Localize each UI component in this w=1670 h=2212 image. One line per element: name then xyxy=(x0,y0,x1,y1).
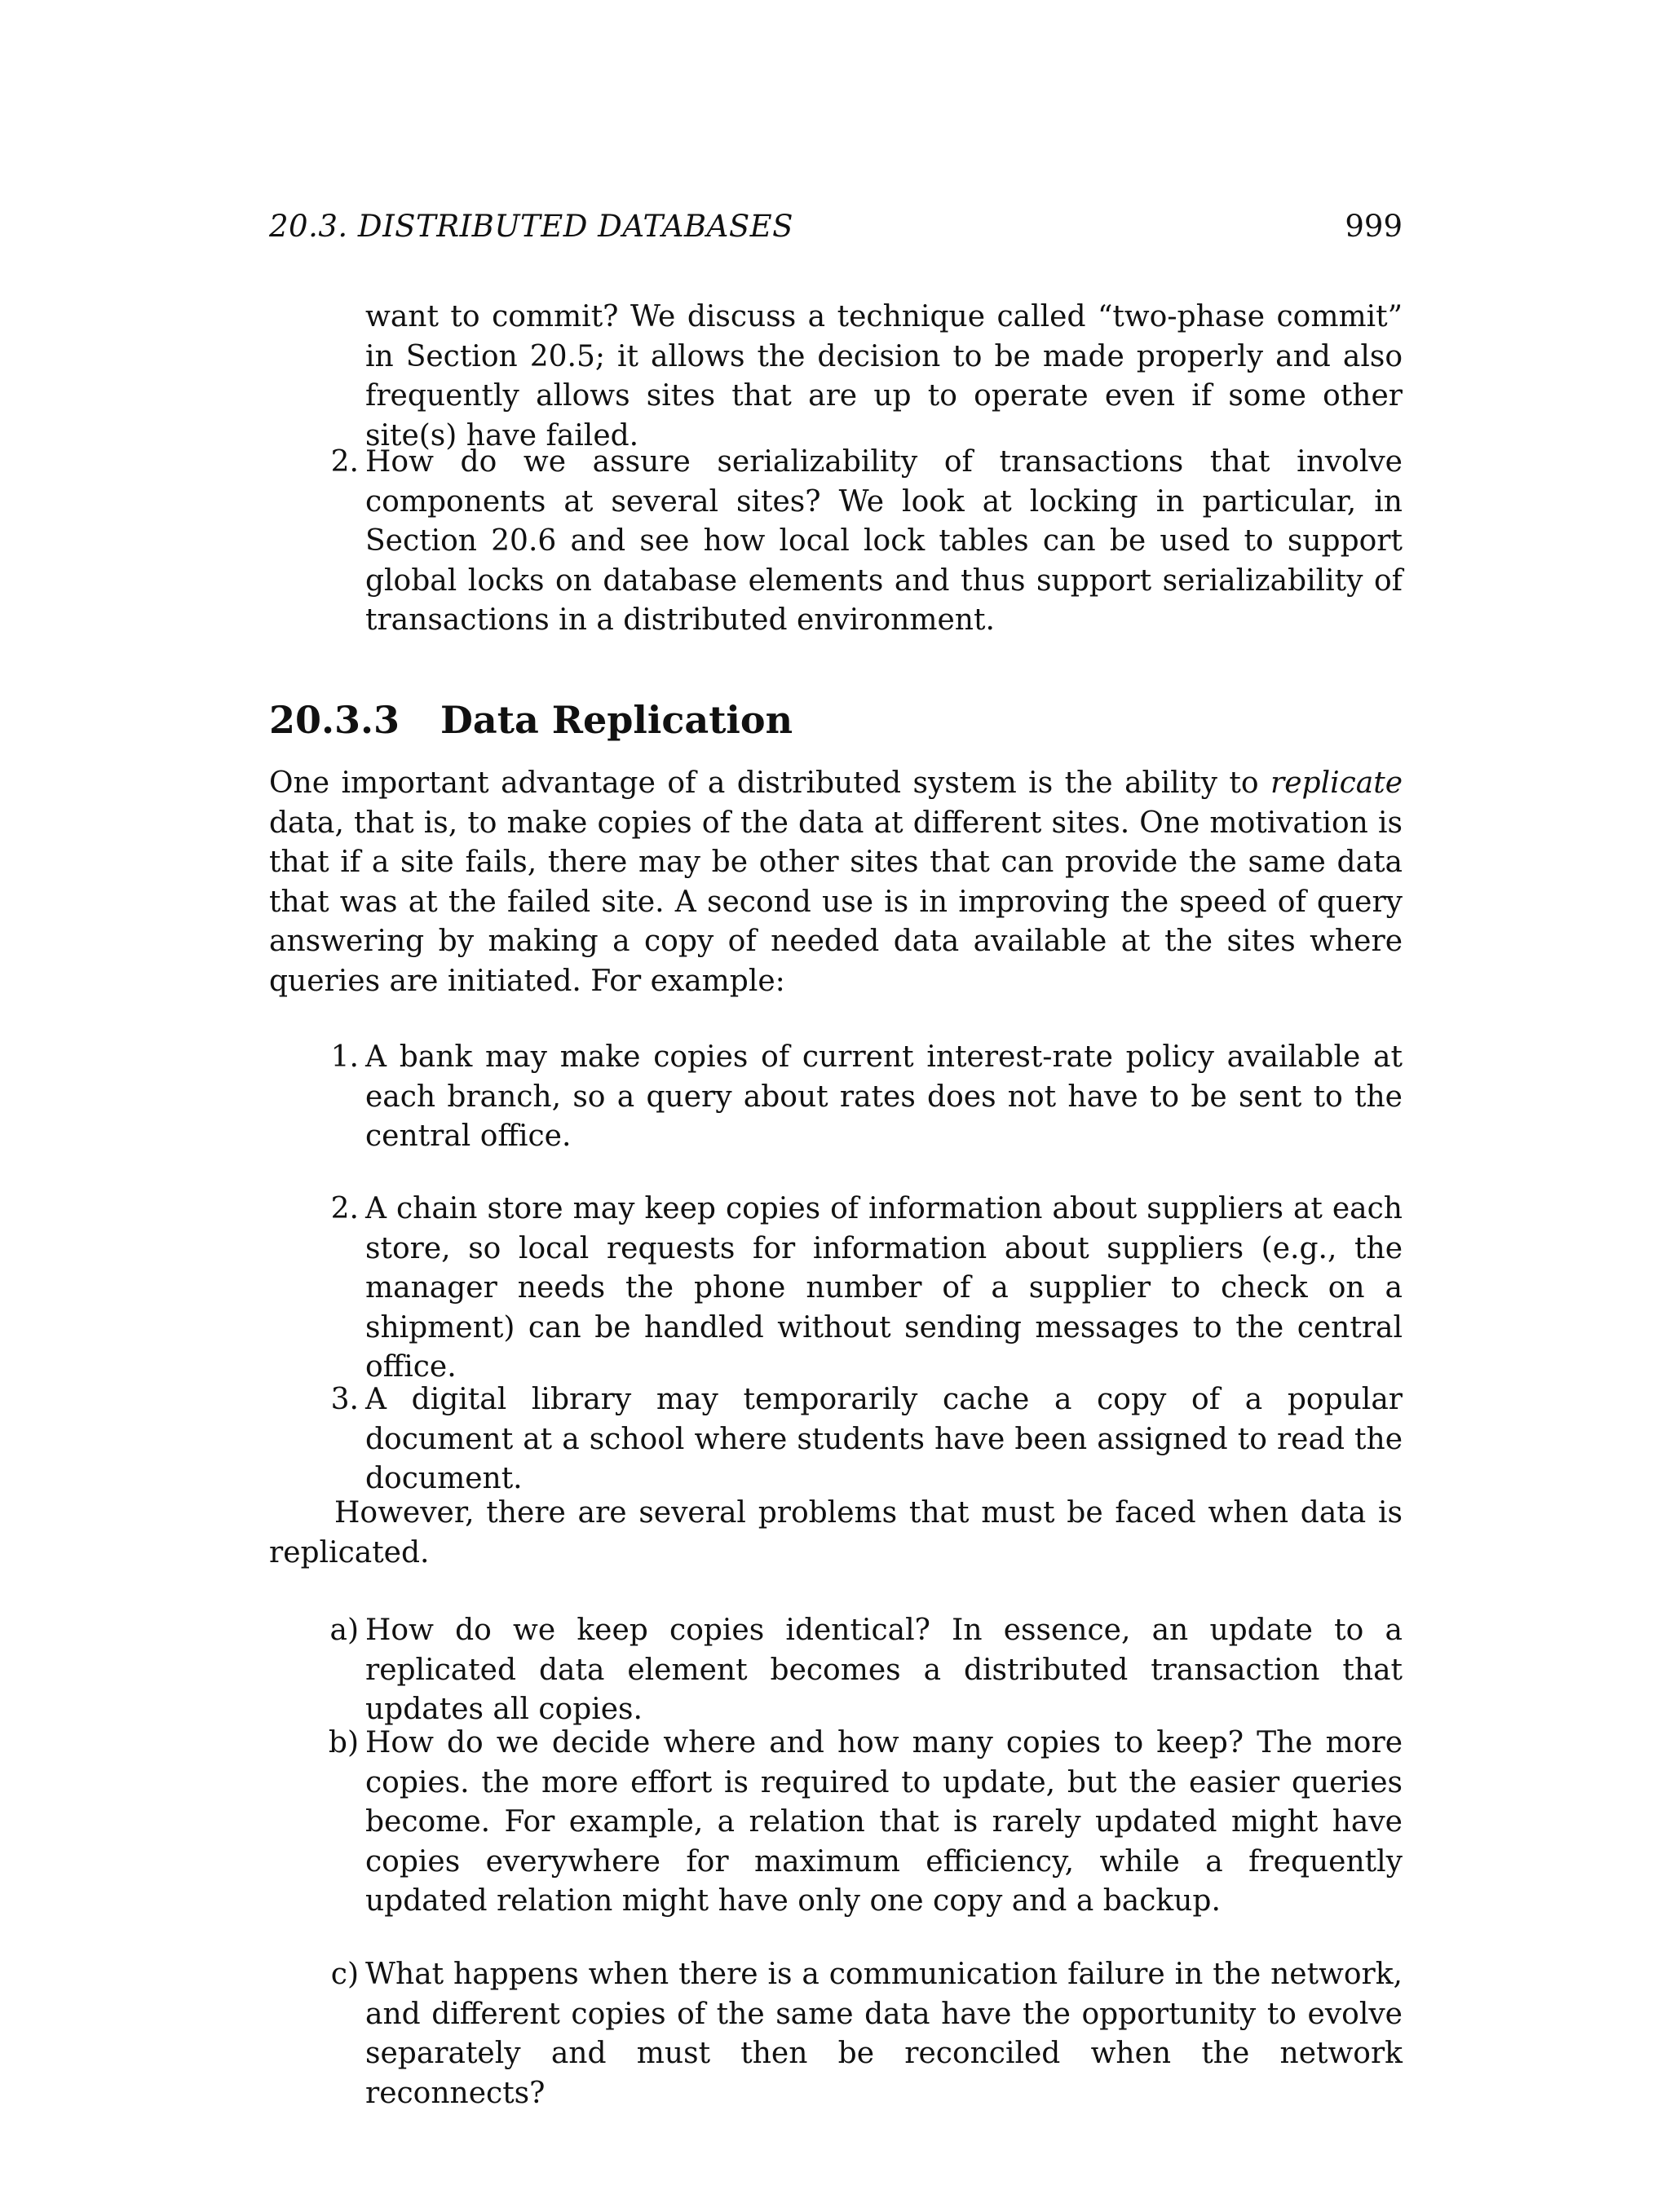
intro-paragraph xyxy=(269,764,1403,1001)
problem-marker: b) xyxy=(328,1726,359,1759)
running-header xyxy=(269,202,1403,251)
example-marker: 3. xyxy=(330,1383,359,1416)
running-header-section-title: 20.3. DISTRIBUTED DATABASES xyxy=(269,209,794,244)
intro-emphasis: replicate xyxy=(1270,766,1403,800)
problem-text: How do we keep copies identical? In essence, an update to a replicated data element becomes a distributed transaction that updates all copies. xyxy=(365,1614,1403,1726)
list-item-1-continuation: want to commit? We discuss a technique called “two-phase commit” in Section 20.5; it allows the decision to be made properly and also frequently allows sites that are up to operate even if some other site(s) have failed. xyxy=(365,300,1403,453)
list-item-text: How do we assure serializability of transactions that involve components at several sites? We look at locking in particular, in Section 20.6 and see how local lock tables can be used to support global locks on database elements and thus support serializability of transactions in a distributed environment. xyxy=(365,445,1403,637)
section-title: Data Replication xyxy=(440,698,793,742)
problem-marker: c) xyxy=(330,1958,359,1991)
example-text: A bank may make copies of current interest-rate policy available at each branch, so a query about rates does not have to be sent to the central office. xyxy=(365,1040,1403,1153)
problem-text: How do we decide where and how many copies to keep? The more copies. the more effort is required to update, but the easier queries become. For example, a relation that is rarely updated might have copies everywhere for maximum efficiency, while a frequently updated relation might have only one copy and a backup. xyxy=(365,1726,1403,1918)
problem-marker: a) xyxy=(329,1614,359,1647)
problem-text: What happens when there is a communication failure in the network, and different copies of the same data have the opportunity to evolve separately and must then be reconciled when the network reconnects? xyxy=(365,1958,1403,2110)
example-marker: 1. xyxy=(330,1040,359,1074)
section-heading xyxy=(269,691,793,748)
list-item-marker: 2. xyxy=(330,445,359,479)
section-number: 20.3.3 xyxy=(269,698,400,742)
problems-intro-paragraph: However, there are several problems that must be faced when data is replicated. xyxy=(269,1496,1403,1570)
example-text: A digital library may temporarily cache a copy of a popular document at a school where students have been assigned to read the document. xyxy=(365,1383,1403,1495)
intro-text-part-2: data, that is, to make copies of the data at different sites. One motivation is that if a site fails, there may be other sites that can provide the same data that was at the failed site. A second use is in improving the speed of query answering by making a copy of needed data available at the sites where queries are initiated. For example: xyxy=(269,806,1403,998)
page-number: 999 xyxy=(1345,209,1403,244)
intro-text-part-1: One important advantage of a distributed system is the ability to xyxy=(269,766,1271,800)
example-marker: 2. xyxy=(330,1192,359,1225)
example-text: A chain store may keep copies of information about suppliers at each store, so local requests for information about suppliers (e.g., the manager needs the phone number of a supplier to check on a shipment) can be handled without sending messages to the central office. xyxy=(365,1192,1403,1384)
